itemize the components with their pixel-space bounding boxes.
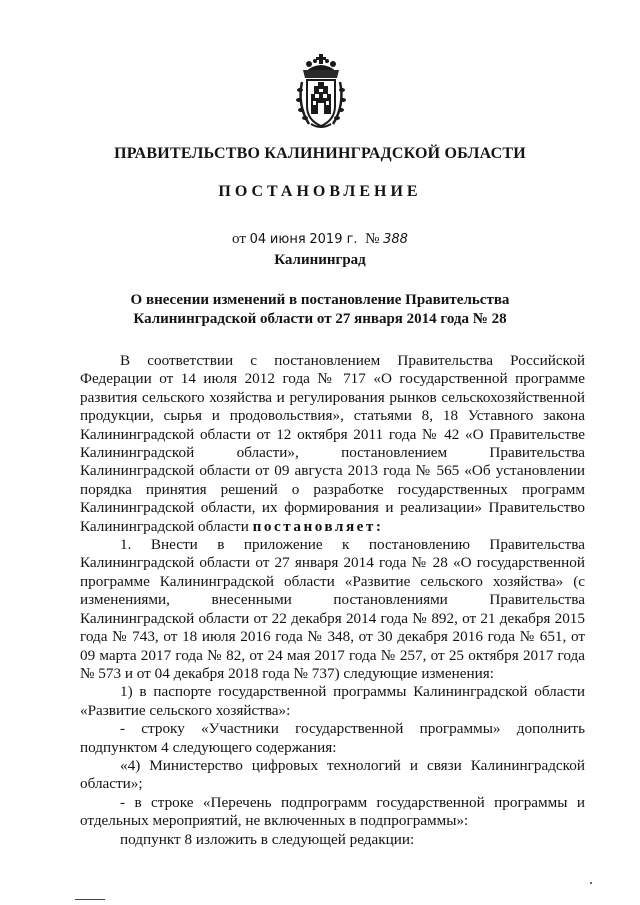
city-name: Калининград xyxy=(274,252,366,268)
subject-line-1: О внесении изменений в постановление Правительства xyxy=(130,292,510,308)
paragraph-item-1: 1. Внести в приложение к постановлению Правительства Калининградской области от 27 января 2014 года № 28 «О государственной программе Калининградской области «Развитие сельского хозяйства» (с изменениями, внесенными постановлениями Правительства Калининградской области от 22 декабря 2014 года № 892, от 21 декабря 2015 года № 743, от 18 июля 2016 года № 348, от 30 декабря 2016 года № 651, от 09 марта 2017 года № 82, от 24 мая 2017 года № 257, от 25 октября 2017 года № 573 и от 04 декабря 2018 года № 737) следующие изменения: xyxy=(80,536,585,682)
page-bottom-mark xyxy=(75,899,105,900)
date-year: 2019 г. xyxy=(309,232,358,247)
date-day: 04 xyxy=(249,232,267,247)
paragraph-dash-2: - в строке «Перечень подпрограмм государственной программы и отдельных мероприятий, не включенных в подпрограммы»: xyxy=(80,793,585,830)
document-body xyxy=(80,352,585,849)
date-month: июня xyxy=(269,232,306,247)
paragraph-subitem-8: подпункт 8 изложить в следующей редакции: xyxy=(120,830,415,848)
government-title: ПРАВИТЕЛЬСТВО КАЛИНИНГРАДСКОЙ ОБЛАСТИ xyxy=(114,145,526,162)
preamble-paragraph xyxy=(80,352,585,536)
number-sign: № xyxy=(365,231,380,247)
paragraph-item-1-1: 1) в паспорте государственной программы Калининградской области «Развитие сельского хозяйства»: xyxy=(80,683,585,719)
paragraph-quote-4: «4) Министерство цифровых технологий и связи Калининградской области»; xyxy=(80,756,585,793)
document-subject xyxy=(0,291,640,329)
date-number-line xyxy=(0,231,640,248)
coat-of-arms-emblem xyxy=(295,50,347,132)
date-prefix: от xyxy=(232,231,246,247)
subject-line-2: Калининградской области от 27 января 2014 года № 28 xyxy=(133,311,507,327)
paragraph-dash-1: - строку «Участники государственной программы» дополнить подпунктом 4 следующего содержания: xyxy=(80,720,585,756)
document-number: 388 xyxy=(383,232,408,247)
resolution-keyword: постановляет: xyxy=(252,517,384,535)
preamble-text: В соответствии с постановлением Правительства Российской Федерации от 14 июля 2012 года № 717 «О государственной программе развития сельского хозяйства и регулирования рынков сельскохозяйственной продукции, сырья и продовольствия», статьями 8, 18 Уставного закона Калининградской области от 12 октября 2011 года № 42 «О Правительстве Калининградской области», постановлением Правительства Калининградской области от 09 августа 2013 года № 565 «Об установлении порядка принятия решений о разработке государственных программ Калининградской области, их формирования и реализации» Правительство Калининградской области xyxy=(80,352,585,535)
scan-artifact-dot xyxy=(590,882,592,884)
document-type-heading: ПОСТАНОВЛЕНИЕ xyxy=(218,183,422,200)
